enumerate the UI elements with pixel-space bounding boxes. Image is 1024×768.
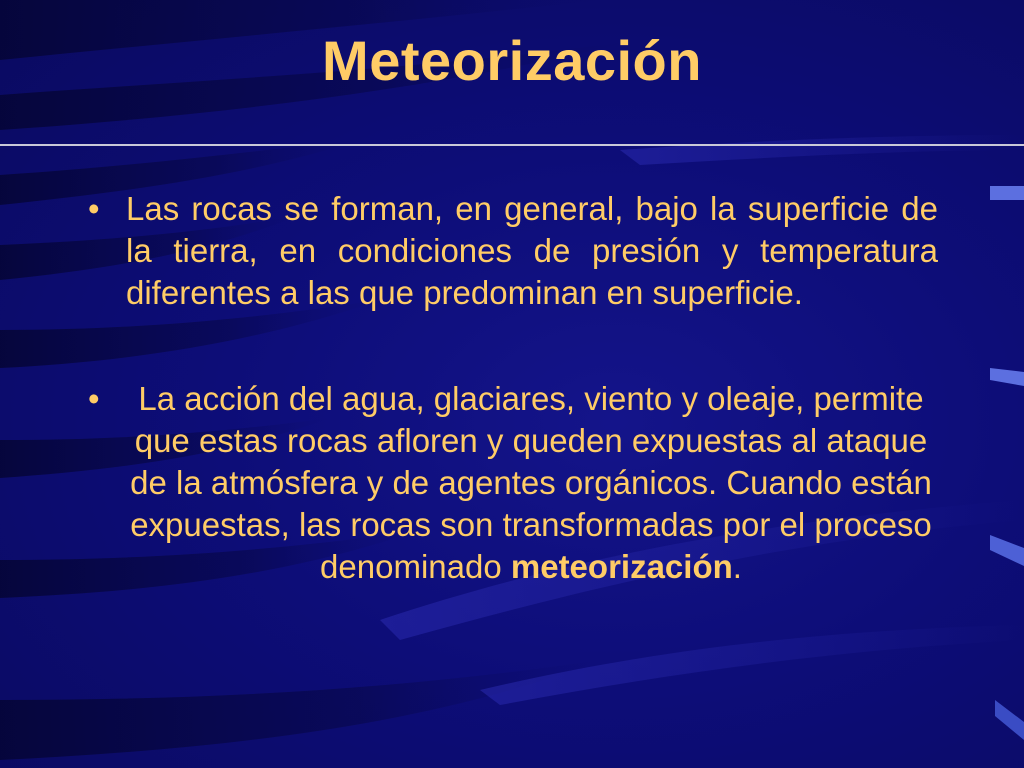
slide-title: Meteorización xyxy=(322,29,702,92)
bullet-icon: • xyxy=(88,380,100,417)
bullet-item-2-end: . xyxy=(732,548,742,585)
bullet-icon: • xyxy=(88,190,100,227)
bullet-item-2-text: La acción del agua, glaciares, viento y oleaje, permite que estas rocas afloren y queden expuestas al ataque de la atmósfera y de agentes orgánicos. Cuando están expuestas, las rocas son transformadas por el proceso denominado xyxy=(130,380,932,585)
bullet-item-2 xyxy=(122,378,940,588)
right-edge-mark xyxy=(990,186,1024,200)
title-divider xyxy=(0,144,1024,146)
right-edge-mark xyxy=(995,700,1024,740)
swoosh-band xyxy=(0,660,600,760)
swoosh-glow xyxy=(620,135,1024,165)
bullet-item-1: Las rocas se forman, en general, bajo la superficie de la tierra, en condiciones de presión y temperatura diferentes a las que predominan en superficie. xyxy=(126,190,938,311)
bullet-item-2-bold-term: meteorización xyxy=(510,548,733,585)
right-edge-mark xyxy=(990,368,1024,386)
swoosh-glow xyxy=(480,625,1024,705)
right-edge-mark xyxy=(990,535,1024,566)
